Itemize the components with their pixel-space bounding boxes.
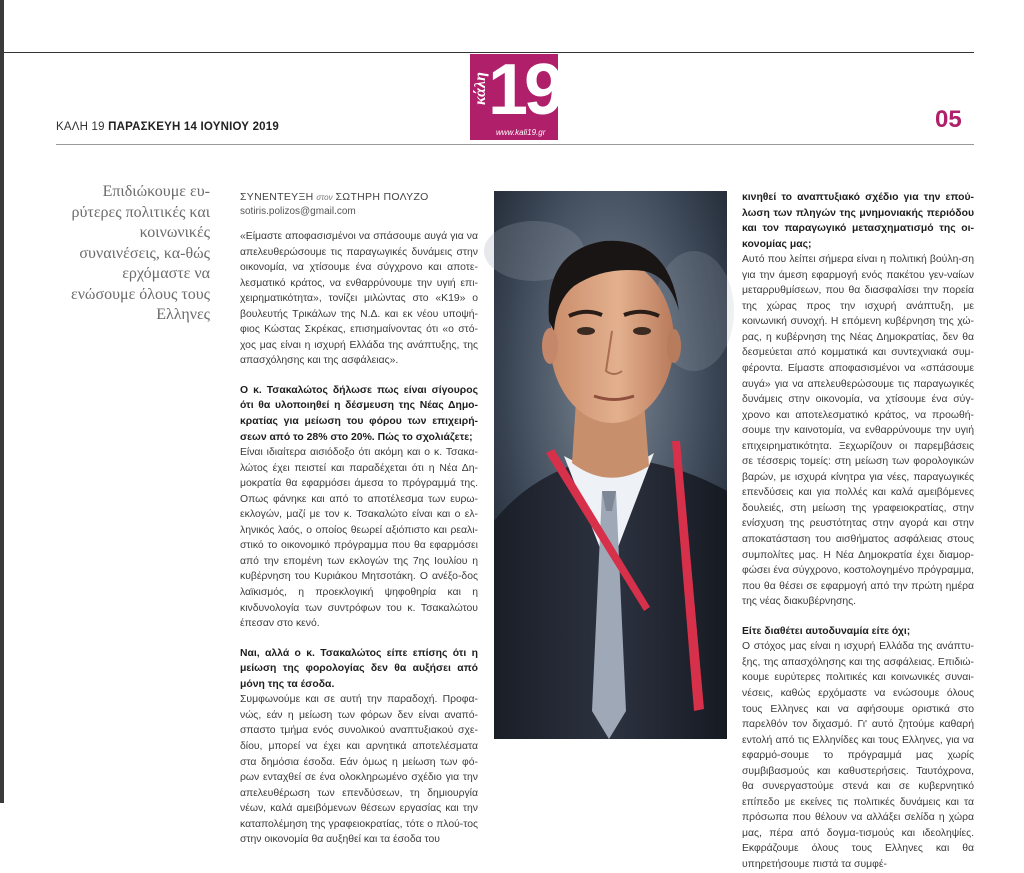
portrait-illustration	[494, 191, 727, 739]
logo-url: www.kali19.gr	[496, 128, 546, 137]
answer-2: Συμφωνούμε και σε αυτή την παραδοχή. Προφα-νώς, εάν η μείωση των φόρων δεν είναι αναπό-σπαστο τμήμα ενός συνολικού αναπτυξιακού σχε-δίου, μπορεί να έχει και αρνητικά αποτελέσματα στα δημόσια έσοδα. Εάν όμως η μείωση των φό-ρων ενταχθεί σε ένα ολοκληρωμένο σχέδιο για την απελευθέρωση των επενδύσεων, τη δημιουργία νέων, καλά αμειβόμενων θέσεων εργασίας και την καταπολέμηση της γραφειοκρατίας, τότε ο πλού-τος στην οικονομία θα αυξηθεί και τα έσοδα του	[240, 694, 478, 846]
issue-date: ΠΑΡΑΣΚΕΥΗ 14 ΙΟΥΝΙΟΥ 2019	[108, 121, 279, 133]
question-4: Είτε διαθέτει αυτοδυναμία είτε όχι;	[742, 625, 911, 637]
question-1: Ο κ. Τσακαλώτος δήλωσε πως είναι σίγουρος ότι θα υλοποιηθεί η δέσμευση της Νέας Δημο-κρατίας για μείωση του φόρου των επιχειρή-σεων από το 28% στο 20%. Πώς το σχολιάζετε;	[240, 384, 478, 443]
article-column-1	[240, 190, 478, 848]
author-email[interactable]: sotiris.polizos@gmail.com	[240, 206, 356, 217]
byline-interviewer: ΣΩΤΗΡΗ ΠΟΛΥΖΟ	[335, 191, 429, 203]
answer-4: Ο στόχος μας είναι η ισχυρή Ελλάδα της ανάπτυ-ξης, της απασχόλησης και της ασφάλειας. Επιδιώ-κουμε ευρύτερες πολιτικές και κοινωνικές συναι-νέσεις, καθώς ερχόμαστε να ενώσουμε όλους τους Ελληνες και να αφήσουμε οριστικά στο παρελθόν τον διχασμό. Γι' αυτό ζητούμε καθαρή εντολή από τις Ελληνίδες και τους Ελληνες, για να εφαρμό-σουμε το πρόγραμμά μας χωρίς συμβιβασμούς και καθυστερήσεις. Ταυτόχρονα, θα συνεργαστούμε στενά και σε κυβερνητικό επίπεδο με εκείνες τις πολιτικές δυνάμεις και τα πρόσωπα που θέλουν να αλλάξει σελίδα η χώρα μας, πέρα από δογμα-τισμούς και ιδεοληψίες. Εκφράζουμε όλους τους Ελληνες και θα υπηρετήσουμε πιστά τα συμφέ-	[742, 641, 974, 870]
answer-3: Αυτό που λείπει σήμερα είναι η πολιτική βούλη-ση για την άμεση εφαρμογή ενός πακέτου γεν-ναίων μεταρρυθμίσεων, που θα διασφαλίσει την πορεία της χώρας προς την ισχυρή ανάπτυξη, με κοινωνική συνοχή. Η επόμενη κυβέρνηση της χώ-ρας, η κυβέρνηση της Νέας Δημοκρατίας, δεν θα δεσμεύεται από κομματικά και συντεχνιακά συμ-φέροντα. Είμαστε αποφασισμένοι να «σπάσουμε αυγά» για να απελευθερώσουμε τις παραγωγικές δυνάμεις στην οικονομία, να χτίσουμε ένα σύγ-χρονο και αποτελεσματικό κράτος, να προωθή-σουμε την καινοτομία, να ενθαρρύνουμε την υγιή επιχειρηματικότητα. Ξεχωρίζουν οι παρεμβάσεις σε τέσσερις τομείς: στη μείωση των φορολογικών βαρών, με ισχυρά κίνητρα για νέες, παραγωγικές επενδύσεις και για πολλές και καλά αμειβόμενες δουλειές, στη μείωση της γραφειοκρατίας, στην ενίσχυση της ρευστότητας στην αγορά και στην αποκατάσταση του αισθήματος ασφάλειας στους συμπολίτες μας. Η Νέα Δημοκρατία έχει διαμορ-φώσει ένα σύγχρονο, κοστολογημένο πρόγραμμα, που θα θέσει σε εφαρμογή από την πρώτη ημέρα της νέας διακυβέρνησης.	[742, 254, 974, 608]
header-rule	[56, 144, 974, 145]
article-column-3	[742, 190, 974, 873]
byline-connector: στον	[316, 193, 333, 202]
portrait-photo	[494, 191, 727, 739]
dateline	[56, 121, 279, 133]
pull-quote: Επιδιώκουμε ευ-ρύτερες πολιτικές και κοινωνικές συναινέσεις, κα-θώς ερχόμαστε να ενώσουμε όλους τους Ελληνες	[70, 183, 210, 323]
question-2: Ναι, αλλά ο κ. Τσακαλώτος είπε επίσης ότι η μείωση της φορολογίας δεν θα αυξήσει από μόνη της τα έσοδα.	[240, 647, 478, 690]
byline-label: ΣΥΝΕΝΤΕΥΞΗ	[240, 191, 314, 203]
logo-kali-text: κάλη	[472, 72, 489, 106]
logo-number: 19	[488, 50, 561, 130]
page-number: 05	[935, 106, 962, 133]
kali19-logo[interactable]	[470, 50, 561, 140]
byline	[240, 190, 478, 205]
brand-name: ΚΑΛΗ 19	[56, 121, 105, 133]
question-3-continued: κινηθεί το αναπτυξιακό σχέδιο για την επού-λωση των πληγών της μνημονιακής περιόδου και τον παραγωγικό μετασχηματισμό της οι-κονομίας μας;	[742, 192, 974, 250]
intro-paragraph: «Είμαστε αποφασισμένοι να σπάσουμε αυγά για να απελευθερώσουμε τις παραγωγικές δυνάμεις στην οικονομία, να χτίσουμε ένα σύγχρονο και αποτε-λεσματικό κράτος, να ενθαρρύνουμε την υγιή επι-χειρηματικότητα», τονίζει μιλώντας στο «Κ19» ο βουλευτής Τρικάλων της Ν.Δ. και εκ νέου υποψή-φιος Κώστας Σκρέκας, επισημαίνοντας ότι «ο στό-χος μας είναι η ισχυρή Ελλάδα της ανάπτυξης, της απασχόλησης και της ασφάλειας».	[240, 231, 478, 367]
answer-1: Είναι ιδιαίτερα αισιόδοξο ότι ακόμη και ο κ. Τσακα-λώτος έχει πειστεί και παραδέχεται ότι η Νέα Δη-μοκρατία θα εφαρμόσει άμεσα το πρόγραμμά της. Οπως φάνηκε και από το αποτέλεσμα των ευρω-εκλογών, μαζί με τον κ. Τσακαλώτο είναι και ο ελ-ληνικός λαός, ο οποίος θεωρεί αξιόπιστο και ρεαλι-στικό το οικονομικό πρόγραμμα που θα εφαρμόσει από την επομένη των εκλογών της 7ης Ιουλίου η κυβέρνηση του Κυριάκου Μητσοτάκη. Ο ανέξο-δος λαϊκισμός, η προεκλογική ψηφοθηρία και η κινδυνολογία των συντρόφων του κ. Τσακαλώτου έπεσαν στο κενό.	[240, 447, 478, 630]
page-edge-rule	[0, 0, 4, 803]
